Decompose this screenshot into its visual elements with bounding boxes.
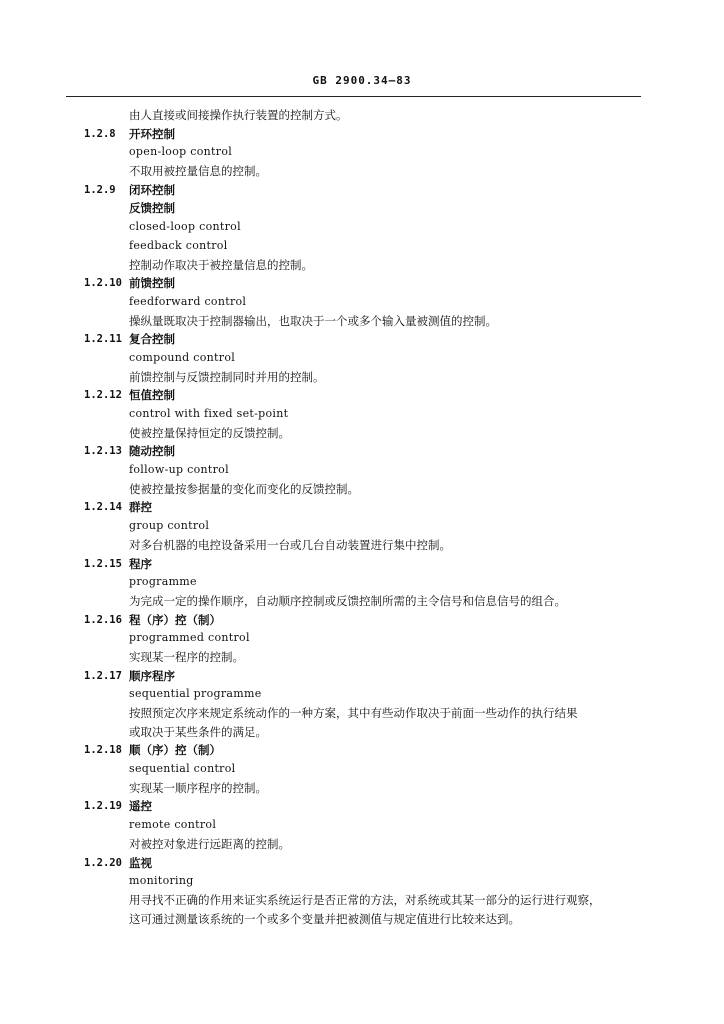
intro-line xyxy=(84,106,644,125)
term-definition: 对多台机器的电控设备采用一台或几台自动装置进行集中控制。 xyxy=(129,537,451,552)
term-english: group control xyxy=(129,519,210,533)
term-definition: 控制动作取决于被控量信息的控制。 xyxy=(129,257,313,272)
entry-line xyxy=(84,536,644,555)
entry-line xyxy=(84,760,644,779)
term-number: 1.2.15 xyxy=(84,557,122,570)
entry-line xyxy=(84,891,644,910)
term-definition: 使被控量保持恒定的反馈控制。 xyxy=(129,425,290,440)
term-chinese: 闭环控制 xyxy=(129,182,175,197)
term-definition: 不取用被控量信息的控制。 xyxy=(129,164,267,179)
term-english: feedback control xyxy=(129,238,228,252)
entry-line xyxy=(84,405,644,424)
term-chinese: 开环控制 xyxy=(129,126,175,141)
term-chinese: 遥控 xyxy=(129,799,152,814)
term-chinese: 随动控制 xyxy=(129,444,175,459)
term-definition: 按照预定次序来规定系统动作的一种方案，其中有些动作取决于前面一些动作的执行结果 xyxy=(129,706,578,720)
term-english: feedforward control xyxy=(129,294,247,308)
term-definition: 对被控对象进行远距离的控制。 xyxy=(129,836,290,851)
entry-line xyxy=(84,256,644,275)
header-rule xyxy=(66,96,641,97)
term-chinese: 群控 xyxy=(129,500,152,515)
entry-line xyxy=(84,704,644,723)
term-chinese: 顺（序）控（制） xyxy=(129,743,221,758)
intro-text: 由人直接或间接操作执行装置的控制方式。 xyxy=(129,108,348,122)
entry-line xyxy=(84,386,644,405)
term-number: 1.2.18 xyxy=(84,744,122,757)
term-english: monitoring xyxy=(129,874,194,888)
term-definition: 用寻找不正确的作用来证实系统运行是否正常的方法，对系统或其某一部分的运行进行观察， xyxy=(129,892,601,907)
term-english: sequential control xyxy=(129,762,236,776)
term-definition: 实现某一顺序程序的控制。 xyxy=(129,780,267,795)
term-chinese: 恒值控制 xyxy=(129,388,175,403)
entry-line xyxy=(84,293,644,312)
term-chinese: 程序 xyxy=(129,556,152,571)
entry-line xyxy=(84,143,644,162)
entry-line xyxy=(84,779,644,798)
entry-line xyxy=(84,648,644,667)
term-chinese: 顺序程序 xyxy=(129,668,175,683)
term-chinese: 程（序）控（制） xyxy=(129,612,221,627)
entry-line xyxy=(84,181,644,200)
term-english: control with fixed set-point xyxy=(129,407,289,420)
term-number: 1.2.20 xyxy=(84,856,122,869)
standard-code-header: GB 2900.34—83 xyxy=(312,74,412,87)
entry-line xyxy=(84,816,644,835)
term-definition: 为完成一定的操作顺序，自动顺序控制或反馈控制所需的主令信号和信息信号的组合。 xyxy=(129,593,566,608)
entry-line xyxy=(84,741,644,760)
entry-line xyxy=(84,872,644,891)
entry-line xyxy=(84,368,644,387)
term-definition: 使被控量按参据量的变化而变化的反馈控制。 xyxy=(129,481,359,496)
entry-line xyxy=(84,517,644,536)
term-number: 1.2.11 xyxy=(84,333,122,346)
entry-line xyxy=(84,312,644,331)
term-definition: 实现某一程序的控制。 xyxy=(129,649,244,664)
term-definition: 操纵量既取决于控制器输出，也取决于一个或多个输入量被测值的控制。 xyxy=(129,313,497,328)
entry-line xyxy=(84,685,644,704)
term-number: 1.2.17 xyxy=(84,669,122,682)
term-chinese: 反馈控制 xyxy=(129,201,175,216)
entry-line xyxy=(84,611,644,630)
term-english: sequential programme xyxy=(129,687,262,701)
entry-line xyxy=(84,498,644,517)
entry-line xyxy=(84,910,644,929)
term-english: programmed control xyxy=(129,631,250,645)
term-number: 1.2.9 xyxy=(84,183,116,196)
term-entries xyxy=(84,125,644,929)
document-body xyxy=(84,106,644,928)
entry-line xyxy=(84,349,644,368)
term-english: remote control xyxy=(129,818,217,832)
term-number: 1.2.16 xyxy=(84,613,122,626)
term-chinese: 复合控制 xyxy=(129,332,175,347)
entry-line xyxy=(84,442,644,461)
term-english: follow-up control xyxy=(129,463,229,477)
entry-line xyxy=(84,835,644,854)
term-number: 1.2.14 xyxy=(84,501,122,514)
entry-line xyxy=(84,573,644,592)
entry-line xyxy=(84,723,644,742)
entry-line xyxy=(84,330,644,349)
entry-line xyxy=(84,237,644,256)
entry-line xyxy=(84,199,644,218)
term-number: 1.2.13 xyxy=(84,445,122,458)
entry-line xyxy=(84,461,644,480)
entry-line xyxy=(84,854,644,873)
entry-line xyxy=(84,162,644,181)
entry-line xyxy=(84,797,644,816)
entry-line xyxy=(84,218,644,237)
entry-line xyxy=(84,629,644,648)
entry-line xyxy=(84,424,644,443)
term-number: 1.2.19 xyxy=(84,800,122,813)
term-english: programme xyxy=(129,575,197,589)
term-number: 1.2.8 xyxy=(84,127,116,140)
entry-line xyxy=(84,667,644,686)
term-english: compound control xyxy=(129,350,236,364)
term-chinese: 监视 xyxy=(129,855,152,870)
entry-line xyxy=(84,480,644,499)
term-english: closed-loop control xyxy=(129,220,241,234)
term-number: 1.2.10 xyxy=(84,277,122,290)
term-definition: 或取决于某些条件的满足。 xyxy=(129,724,267,739)
term-definition: 这可通过测量该系统的一个或多个变量并把被测值与规定值进行比较来达到。 xyxy=(129,911,520,926)
term-english: open-loop control xyxy=(129,145,233,159)
entry-line xyxy=(84,125,644,144)
term-number: 1.2.12 xyxy=(84,389,122,402)
entry-line xyxy=(84,592,644,611)
entry-line xyxy=(84,274,644,293)
term-chinese: 前馈控制 xyxy=(129,276,175,291)
term-definition: 前馈控制与反馈控制同时并用的控制。 xyxy=(129,369,325,384)
entry-line xyxy=(84,555,644,574)
